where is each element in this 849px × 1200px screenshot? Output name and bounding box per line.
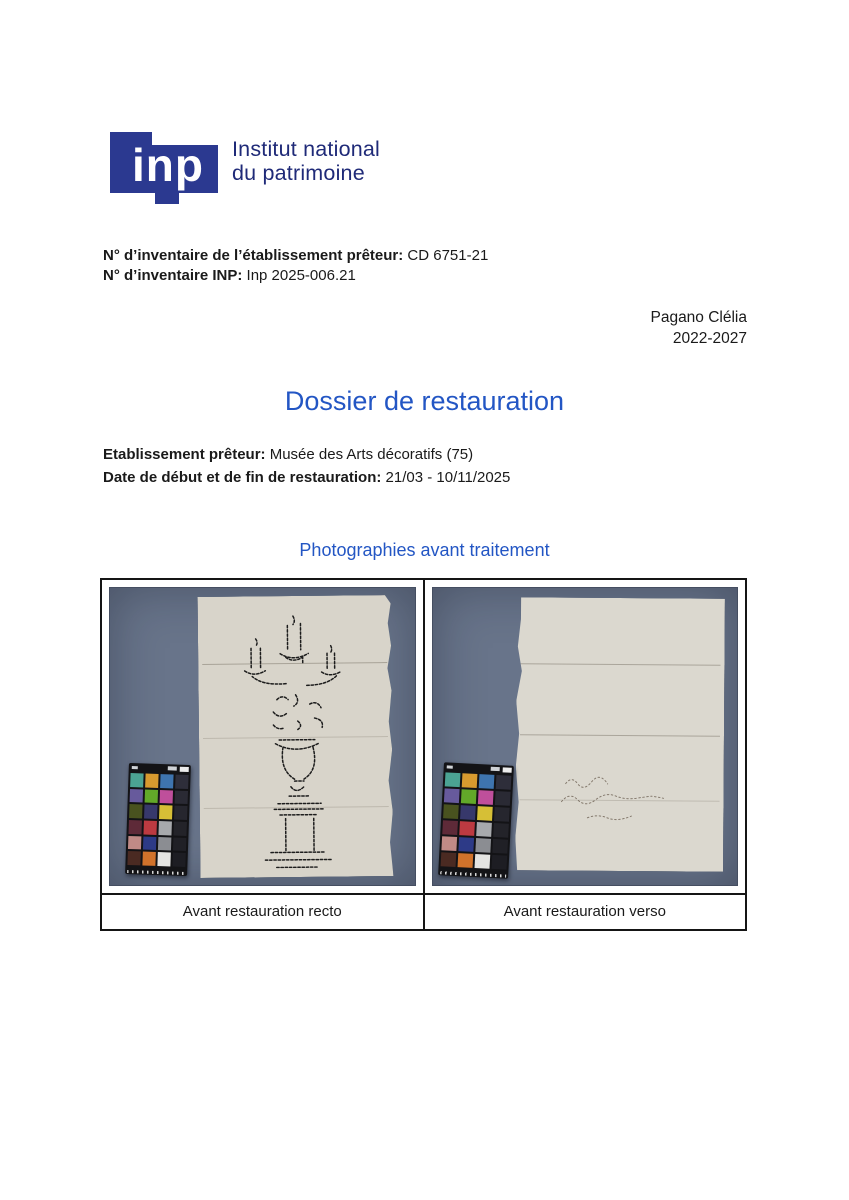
paper-recto	[198, 595, 394, 878]
checker-patch	[475, 838, 491, 853]
checker-patch	[158, 837, 171, 851]
checker-patch	[459, 821, 475, 836]
photo-cell-recto	[102, 580, 425, 893]
photo-cell-verso	[425, 580, 746, 893]
details-lender-label: Etablissement prêteur:	[103, 446, 266, 463]
checker-patch	[157, 852, 170, 866]
checker-patch	[460, 789, 476, 804]
checker-patch	[144, 805, 157, 819]
color-checker-card-verso	[438, 762, 514, 879]
checker-patch	[175, 790, 188, 804]
checker-patch	[440, 852, 456, 867]
checker-patch	[130, 789, 143, 803]
details-dates-value: 21/03 - 10/11/2025	[381, 469, 511, 486]
inventory-lender-label: N° d’inventaire de l’établissement prêteur:	[103, 247, 404, 264]
checker-patch	[495, 775, 511, 790]
photo-table	[100, 578, 747, 931]
inventory-block	[103, 246, 488, 285]
checker-patch	[130, 773, 143, 787]
checker-patch	[128, 836, 141, 850]
checker-patch	[474, 854, 490, 869]
caption-row	[102, 893, 745, 929]
candelabra-sketch	[220, 605, 373, 869]
caption-recto: Avant restauration recto	[102, 895, 425, 929]
checker-ruler	[127, 866, 185, 875]
inventory-inp-value: Inp 2025-006.21	[242, 266, 356, 284]
checker-patch	[494, 807, 510, 822]
checker-patch	[458, 837, 474, 852]
checker-patch	[460, 805, 476, 820]
checker-patch	[143, 836, 156, 850]
inventory-lender-value: CD 6751-21	[403, 247, 489, 264]
checker-patch	[493, 823, 509, 838]
checker-patch	[443, 804, 459, 819]
checker-patch	[160, 774, 173, 788]
checker-patch	[127, 851, 140, 865]
checker-patch	[128, 820, 141, 834]
checker-patch	[442, 820, 458, 835]
caption-verso: Avant restauration verso	[503, 903, 666, 920]
checker-patch	[175, 775, 188, 789]
checker-patch	[173, 822, 186, 836]
color-checker-card-recto	[125, 763, 191, 876]
author-years: 2022-2027	[672, 330, 747, 347]
photo-recto	[109, 587, 416, 886]
details-lender-value: Musée des Arts décoratifs (75)	[265, 446, 474, 463]
details-line-lender	[103, 443, 510, 466]
logo-acronym: inp	[132, 139, 204, 191]
logo-wordmark-line1: Institut national	[232, 137, 381, 161]
inp-logo-mark	[110, 132, 218, 204]
photo-row	[102, 580, 745, 893]
checker-patch	[441, 836, 457, 851]
author-block	[650, 307, 747, 349]
checker-patch	[129, 804, 142, 818]
details-block	[103, 443, 510, 489]
checker-patch	[477, 806, 493, 821]
checker-patch	[158, 821, 171, 835]
checker-patch	[145, 789, 158, 803]
details-dates-label: Date de début et de fin de restauration:	[103, 469, 382, 486]
paper-verso	[515, 597, 725, 871]
inventory-line-lender	[103, 246, 488, 266]
checker-patch	[142, 852, 155, 866]
author-name: Pagano Clélia	[650, 309, 747, 326]
inp-logo	[110, 132, 430, 207]
photo-verso	[432, 587, 739, 886]
inventory-line-inp	[103, 266, 488, 286]
logo-wordmark-line2: du patrimoine	[232, 161, 365, 185]
faint-handwriting	[557, 770, 687, 831]
page-title: Dossier de restauration	[284, 386, 565, 416]
checker-patch	[159, 805, 172, 819]
checker-patch	[477, 790, 493, 805]
checker-patch	[145, 774, 158, 788]
checker-patches	[125, 772, 190, 868]
checker-patch	[457, 853, 473, 868]
checker-patch	[174, 806, 187, 820]
inventory-inp-label: N° d’inventaire INP:	[103, 266, 243, 284]
checker-patch	[461, 773, 477, 788]
checker-patch	[160, 790, 173, 804]
checker-patches	[438, 771, 513, 871]
checker-patch	[494, 791, 510, 806]
checker-patch	[143, 820, 156, 834]
checker-patch	[478, 774, 494, 789]
checker-patch	[444, 772, 460, 787]
checker-patch	[476, 822, 492, 837]
checker-patch	[173, 837, 186, 851]
checker-patch	[491, 855, 507, 870]
logo-wordmark	[232, 137, 380, 185]
checker-patch	[492, 839, 508, 854]
checker-patch	[172, 853, 185, 867]
checker-patch	[443, 788, 459, 803]
details-line-dates	[103, 466, 510, 489]
section-heading: Photographies avant traitement	[299, 540, 550, 560]
